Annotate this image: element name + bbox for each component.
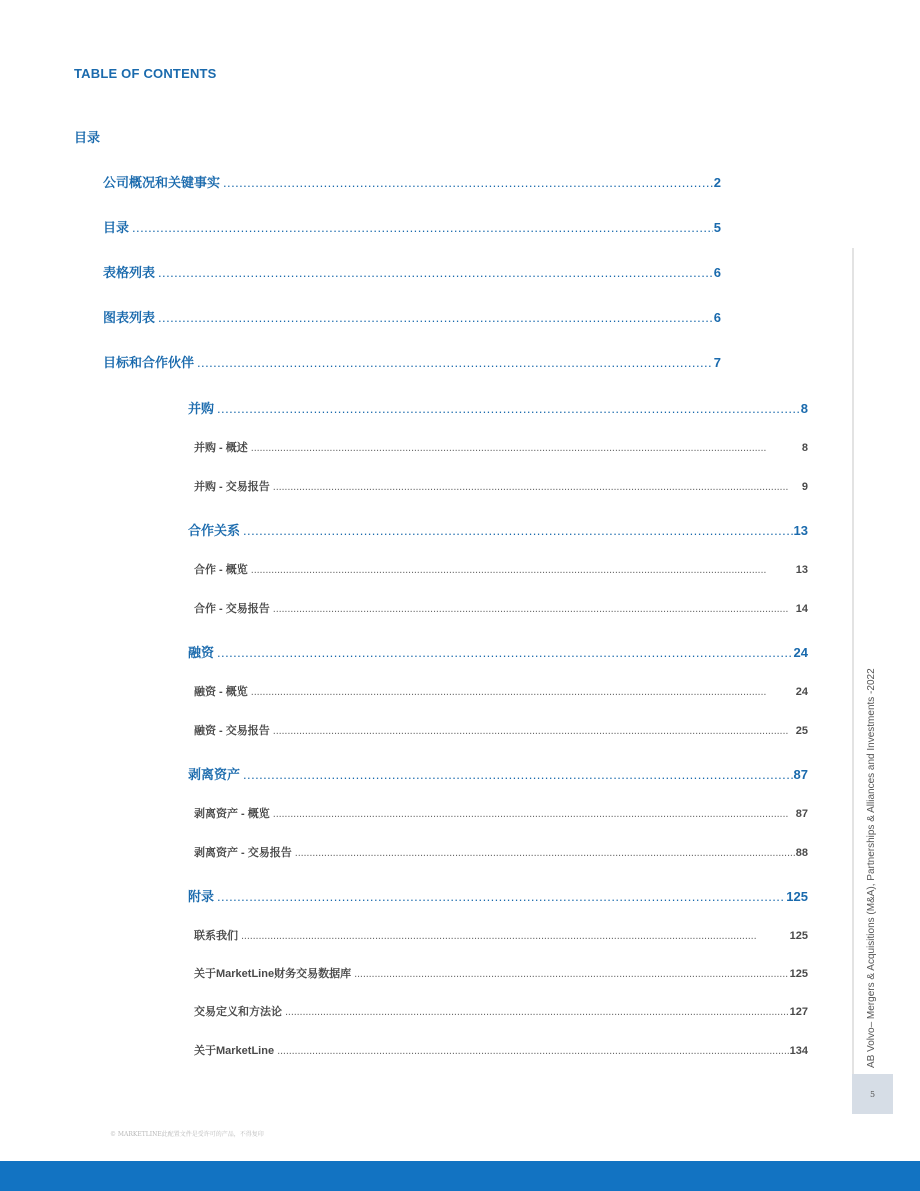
toc-entry-label: 表格列表 (103, 265, 156, 280)
dot-leader (217, 401, 800, 416)
toc-subentry[interactable] (194, 439, 808, 455)
toc-subentry-page: 13 (795, 564, 808, 576)
toc-subentry-page: 88 (795, 847, 808, 859)
toc-subentry-label: 合作 - 概览 (194, 564, 248, 576)
dot-leader (277, 1045, 789, 1057)
toc-subentry-label: 剥离资产 - 交易报告 (194, 847, 292, 859)
toc-subentry-label: 并购 - 交易报告 (194, 481, 270, 493)
dot-leader (273, 603, 795, 615)
toc-subentry[interactable] (194, 478, 808, 494)
toc-section-label: 剥离资产 (188, 767, 241, 782)
toc-subentry-label: 关于MarketLine财务交易数据库 (194, 968, 352, 980)
toc-subentry-label: 联系我们 (194, 930, 238, 942)
toc-entry[interactable] (103, 172, 721, 191)
toc-section[interactable] (188, 764, 808, 783)
toc-section-page: 125 (786, 889, 808, 904)
toc-entry-label: 目标和合作伙伴 (103, 355, 195, 370)
bottom-bar (0, 1161, 920, 1191)
toc-section-page: 8 (800, 401, 808, 416)
dot-leader (251, 686, 795, 698)
dot-leader (273, 725, 795, 737)
toc-subentry-page: 8 (801, 442, 808, 454)
toc-entry-page: 6 (713, 265, 721, 280)
dot-leader (158, 310, 713, 325)
toc-section-label: 附录 (188, 889, 215, 904)
toc-subentry-label: 融资 - 交易报告 (194, 725, 270, 737)
toc-section-label: 并购 (188, 401, 215, 416)
toc-entry[interactable] (103, 307, 721, 326)
toc-subentry-page: 9 (801, 481, 808, 493)
toc-subentry[interactable] (194, 1003, 808, 1019)
dot-leader (243, 767, 793, 782)
toc-section[interactable] (188, 520, 808, 539)
toc-section[interactable] (188, 642, 808, 661)
toc-section-page: 87 (793, 767, 808, 782)
toc-subentry[interactable] (194, 844, 808, 860)
toc-entry-label: 图表列表 (103, 310, 156, 325)
page-number: 5 (852, 1074, 893, 1114)
sidebar-report-title: AB Volvo– Mergers & Acquisitions (M&A), Partnerships & Alliances and Investments -2022 (866, 668, 877, 1068)
toc-entry[interactable] (103, 262, 721, 281)
dot-leader (285, 1006, 789, 1018)
toc-subentry[interactable] (194, 683, 808, 699)
dot-leader (295, 847, 795, 859)
toc-section-label: 融资 (188, 645, 215, 660)
dot-leader (273, 481, 801, 493)
toc-entry[interactable] (103, 217, 721, 236)
toc-section[interactable] (188, 886, 808, 905)
toc-subentry[interactable] (194, 1042, 808, 1058)
toc-section-page: 13 (793, 523, 808, 538)
toc-entry-page: 7 (713, 355, 721, 370)
toc-section-page: 24 (793, 645, 808, 660)
dot-leader (354, 968, 789, 980)
dot-leader (273, 808, 795, 820)
toc-subentry-page: 125 (789, 968, 808, 980)
toc-subentry-page: 125 (789, 930, 808, 942)
dot-leader (217, 645, 793, 660)
toc-subentry-page: 25 (795, 725, 808, 737)
toc-subentry-page: 87 (795, 808, 808, 820)
toc-entry-page: 5 (713, 220, 721, 235)
dot-leader (251, 564, 795, 576)
toc-entry[interactable] (103, 352, 721, 371)
toc-subentry[interactable] (194, 600, 808, 616)
side-rule (852, 248, 854, 1074)
toc-subentry[interactable] (194, 722, 808, 738)
toc-entry-label: 公司概况和关键事实 (103, 175, 221, 190)
toc-subentry-label: 合作 - 交易报告 (194, 603, 270, 615)
toc-subentry[interactable] (194, 965, 808, 981)
toc-subentry-page: 127 (789, 1006, 808, 1018)
toc-subentry-label: 剥离资产 - 概览 (194, 808, 270, 820)
dot-leader (217, 889, 785, 904)
toc-subentry[interactable] (194, 561, 808, 577)
dot-leader (243, 523, 793, 538)
dot-leader (158, 265, 713, 280)
dot-leader (197, 355, 713, 370)
dot-leader (241, 930, 789, 942)
toc-subentry[interactable] (194, 805, 808, 821)
toc-subentry[interactable] (194, 927, 808, 943)
toc-entry-page: 6 (713, 310, 721, 325)
toc-heading: TABLE OF CONTENTS (74, 66, 217, 81)
toc-entry-label: 目录 (103, 220, 130, 235)
toc-subentry-page: 134 (789, 1045, 808, 1057)
toc-section[interactable] (188, 398, 808, 417)
toc-subentry-label: 关于MarketLine (194, 1045, 275, 1057)
dot-leader (223, 175, 713, 190)
toc-subentry-label: 并购 - 概述 (194, 442, 248, 454)
toc-subheading: 目录 (74, 130, 101, 145)
dot-leader (132, 220, 713, 235)
toc-subentry-page: 24 (795, 686, 808, 698)
toc-entry-page: 2 (713, 175, 721, 190)
toc-subentry-label: 融资 - 概览 (194, 686, 248, 698)
toc-subentry-label: 交易定义和方法论 (194, 1006, 282, 1018)
toc-subentry-page: 14 (795, 603, 808, 615)
toc-section-label: 合作关系 (188, 523, 241, 538)
copyright-footer: © MARKETLINE此配置文件是受许可的产品，不得复印 (110, 1131, 264, 1138)
dot-leader (251, 442, 801, 454)
